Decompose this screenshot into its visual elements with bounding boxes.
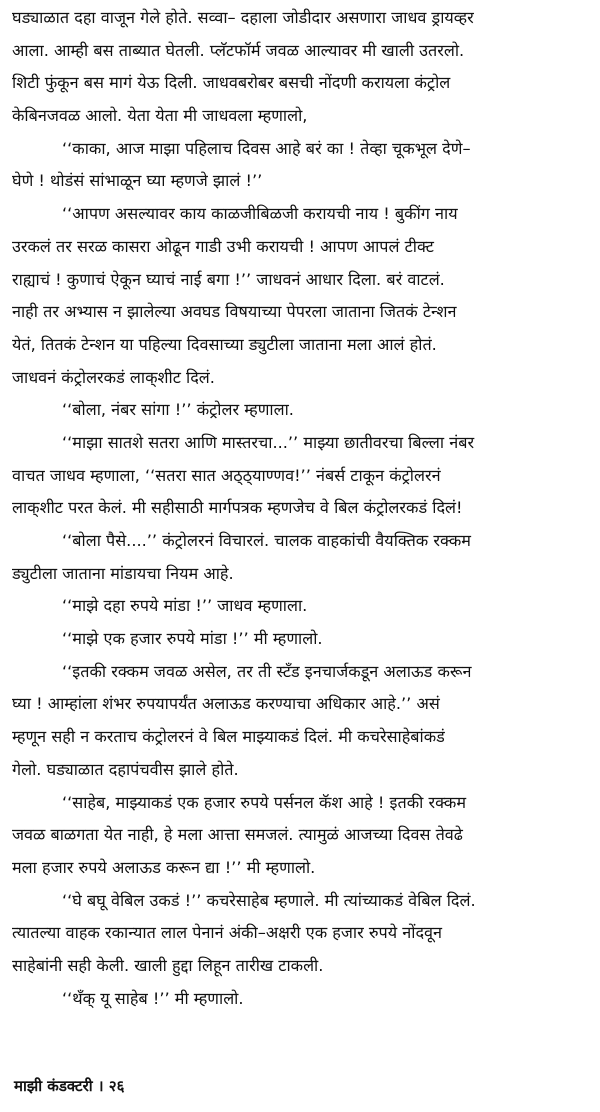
text-line: जाधवनं कंट्रोलरकडं लाक्‌शीट दिलं. <box>12 367 215 387</box>
text-line: नाही तर अभ्यास न झालेल्या अवघड विषयाच्या पेपरला जाताना जितकं टेन्शन <box>12 302 457 322</box>
text-line: ‘‘माझे दहा रुपये मांडा !’’ जाधव म्हणाला. <box>62 596 308 616</box>
book-title: माझी कंडक्टरी <box>14 1077 93 1095</box>
text-line: केबिनजवळ आलो. येता येता मी जाधवला म्हणालो, <box>12 106 308 126</box>
text-line: ‘‘साहेब, माझ्याकडं एक हजार रुपये पर्सनल कॅश आहे ! इतकी रक्कम <box>62 792 467 812</box>
text-line: त्यातल्या वाहक रकान्यात लाल पेनानं अंकी–अक्षरी एक हजार रुपये नोंदवून <box>12 923 443 943</box>
text-line: आला. आम्ही बस ताब्यात घेतली. प्लॅटफॉर्म जवळ आल्यावर मी खाली उतरलो. <box>12 40 465 60</box>
text-line: घेणे ! थोडंसं सांभाळून घ्या म्हणजे झालं !’’ <box>12 171 263 191</box>
text-line: ‘‘बोला, नंबर सांगा !’’ कंट्रोलर म्हणाला. <box>62 400 294 420</box>
text-line: म्हणून सही न करताच कंट्रोलरनं वे बिल माझ्याकडं दिलं. मी कचरेसाहेबांकडं <box>12 727 445 747</box>
footer-separator: । <box>97 1077 104 1095</box>
text-line: राह्याचं ! कुणाचं ऐकून घ्याचं नाई बगा !’’ जाधवनं आधार दिला. बरं वाटलं. <box>12 269 445 289</box>
text-line: घड्याळात दहा वाजून गेले होते. सव्वा– दहाला जोडीदार असणारा जाधव ड्रायव्हर <box>12 8 474 27</box>
text-line: शिटी फुंकून बस मागं येऊ दिली. जाधवबरोबर बसची नोंदणी करायला कंट्रोल <box>12 73 451 93</box>
text-line: उरकलं तर सरळ कासरा ओढून गाडी उभी करायची ! आपण आपलं टीक्ट <box>12 236 434 256</box>
text-line: जवळ बाळगता येत नाही, हे मला आत्ता समजलं. त्यामुळं आजच्या दिवस तेवढे <box>12 825 463 845</box>
page-footer <box>14 1076 124 1106</box>
text-line: ‘‘थँक्‌ यू साहेब !’’ मी म्हणालो. <box>62 988 244 1008</box>
text-line: मला हजार रुपये अलाऊड करून द्या !’’ मी म्हणालो. <box>12 857 316 877</box>
text-line: ‘‘काका, आज माझा पहिलाच दिवस आहे बरं का ! तेव्हा चूकभूल देणे– <box>62 138 471 158</box>
text-line: ‘‘इतकी रक्कम जवळ असेल, तर ती स्टॅंड इनचार्जकडून अलाऊड करून <box>62 661 472 681</box>
text-line: लाक्‌शीट परत केलं. मी सहीसाठी मार्गपत्रक म्हणजेच वे बिल कंट्रोलरकडं दिलं! <box>12 498 463 518</box>
text-line: साहेबांनी सही केली. खाली हुद्दा लिहून तारीख टाकली. <box>12 955 324 975</box>
text-line: ‘‘माझा सातशे सतरा आणि मास्तरचा...’’ माझ्या छातीवरचा बिल्ला नंबर <box>62 432 475 452</box>
text-line: गेलो. घड्याळात दहापंचवीस झाले होते. <box>12 759 239 779</box>
text-line: ‘‘बोला पैसे....’’ कंट्रोलरनं विचारलं. चालक वाहकांची वैयक्तिक रक्कम <box>62 531 471 550</box>
text-line: ‘‘आपण असल्यावर काय काळजीबिळजी करायची नाय ! बुकींग नाय <box>62 204 458 224</box>
text-line: घ्या ! आम्हांला शंभर रुपयापर्यंत अलाऊड करण्याचा अधिकार आहे.’’ असं <box>12 694 440 714</box>
text-line: येतं, तितकं टेन्शन या पहिल्या दिवसाच्या ड्युटीला जाताना मला आलं होतं. <box>12 334 437 354</box>
text-line: वाचत जाधव म्हणाला, ‘‘सतरा सात अठ्ठ्याण्णव!’’ नंबर्स टाकून कंट्रोलरनं <box>12 465 441 485</box>
page-number: २६ <box>108 1077 125 1095</box>
body-text <box>12 2 592 1015</box>
text-line: ड्युटीला जाताना मांडायचा नियम आहे. <box>12 563 234 583</box>
text-line: ‘‘घे बघू वेबिल उकडं !’’ कचरेसाहेब म्हणाले. मी त्यांच्याकडं वेबिल दिलं. <box>62 890 476 910</box>
text-line: ‘‘माझे एक हजार रुपये मांडा !’’ मी म्हणालो. <box>62 629 323 649</box>
